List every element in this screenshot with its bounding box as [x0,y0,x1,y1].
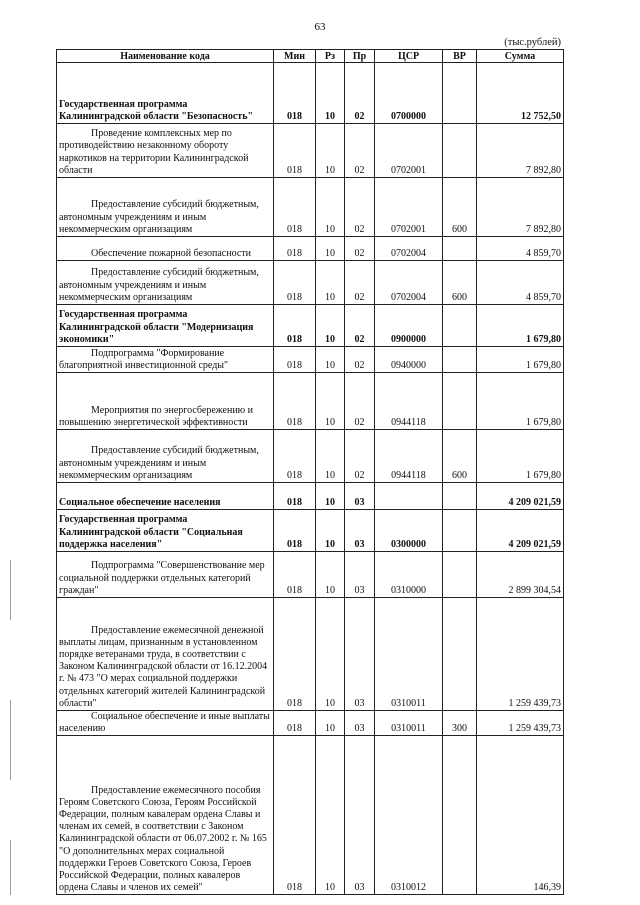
rz-cell: 10 [316,261,345,305]
rz-cell: 10 [316,63,345,124]
amount-cell: 1 679,80 [477,347,564,373]
csr-cell: 0310012 [375,736,443,895]
table-row [57,178,564,237]
name-cell: Государственная программа Калининградской области "Социальная поддержка населения" [57,510,274,552]
name-cell: Предоставление субсидий бюджетным, автономным учреждениям и иным некоммерческим организациям [57,430,274,483]
amount-cell: 1 679,80 [477,305,564,347]
min-cell: 018 [274,237,316,261]
pr-cell: 02 [345,373,375,430]
amount-cell: 146,39 [477,736,564,895]
table-row [57,373,564,430]
min-cell: 018 [274,347,316,373]
min-cell: 018 [274,483,316,510]
pr-cell: 02 [345,237,375,261]
amount-cell: 1 679,80 [477,430,564,483]
rz-cell: 10 [316,552,345,598]
amount-cell: 7 892,80 [477,124,564,178]
csr-cell: 0940000 [375,347,443,373]
pr-cell: 02 [345,178,375,237]
header-csr: ЦСР [375,50,443,63]
min-cell: 018 [274,552,316,598]
name-cell: Государственная программа Калининградской области "Модернизация экономики" [57,305,274,347]
name-cell: Социальное обеспечение населения [57,483,274,510]
name-cell: Мероприятия по энергосбережению и повышению энергетической эффективности [57,373,274,430]
min-cell: 018 [274,736,316,895]
rz-cell: 10 [316,736,345,895]
min-cell: 018 [274,598,316,711]
csr-cell: 0944118 [375,373,443,430]
header-name: Наименование кода [57,50,274,63]
budget-table [56,49,564,895]
pr-cell: 02 [345,124,375,178]
csr-cell: 0702001 [375,124,443,178]
table-row [57,430,564,483]
vr-cell [443,510,477,552]
rz-cell: 10 [316,178,345,237]
min-cell: 018 [274,305,316,347]
table-body [57,63,564,895]
vr-cell [443,373,477,430]
pr-cell: 02 [345,305,375,347]
rz-cell: 10 [316,305,345,347]
table-row [57,510,564,552]
amount-cell: 7 892,80 [477,178,564,237]
amount-cell: 2 899 304,54 [477,552,564,598]
table-row [57,305,564,347]
vr-cell: 300 [443,711,477,736]
min-cell: 018 [274,510,316,552]
name-cell: Государственная программа Калининградской области "Безопасность" [57,63,274,124]
amount-cell: 4 209 021,59 [477,483,564,510]
vr-cell: 600 [443,261,477,305]
header-rz: Рз [316,50,345,63]
csr-cell: 0310000 [375,552,443,598]
min-cell: 018 [274,124,316,178]
csr-cell: 0310011 [375,711,443,736]
min-cell: 018 [274,178,316,237]
pr-cell: 02 [345,347,375,373]
table-row [57,598,564,711]
pr-cell: 03 [345,483,375,510]
header-amount: Сумма [477,50,564,63]
vr-cell [443,124,477,178]
name-cell: Обеспечение пожарной безопасности [57,237,274,261]
pr-cell: 02 [345,430,375,483]
vr-cell [443,598,477,711]
name-cell: Предоставление субсидий бюджетным, автономным учреждениям и иным некоммерческим организациям [57,178,274,237]
scan-artifact-line [10,560,11,620]
csr-cell [375,483,443,510]
header-pr: Пр [345,50,375,63]
vr-cell [443,552,477,598]
pr-cell: 02 [345,261,375,305]
csr-cell: 0300000 [375,510,443,552]
amount-cell: 4 859,70 [477,261,564,305]
min-cell: 018 [274,63,316,124]
csr-cell: 0702004 [375,261,443,305]
table-row [57,124,564,178]
min-cell: 018 [274,711,316,736]
amount-cell: 4 859,70 [477,237,564,261]
vr-cell: 600 [443,430,477,483]
csr-cell: 0900000 [375,305,443,347]
table-header-row [57,50,564,63]
pr-cell: 03 [345,510,375,552]
name-cell: Подпрограмма "Формирование благоприятной инвестиционной среды" [57,347,274,373]
rz-cell: 10 [316,598,345,711]
min-cell: 018 [274,373,316,430]
vr-cell [443,736,477,895]
table-row [57,736,564,895]
page-number: 63 [314,21,326,33]
csr-cell: 0310011 [375,598,443,711]
name-cell: Предоставление субсидий бюджетным, автономным учреждениям и иным некоммерческим организациям [57,261,274,305]
vr-cell [443,237,477,261]
scan-artifact-line [10,840,11,895]
min-cell: 018 [274,261,316,305]
min-cell: 018 [274,430,316,483]
csr-cell: 0702004 [375,237,443,261]
header-vr: ВР [443,50,477,63]
rz-cell: 10 [316,430,345,483]
table-row [57,483,564,510]
name-cell: Подпрограмма "Совершенствование мер социальной поддержки отдельных категорий граждан" [57,552,274,598]
vr-cell [443,483,477,510]
name-cell: Социальное обеспечение и иные выплаты населению [57,711,274,736]
csr-cell: 0700000 [375,63,443,124]
table-row [57,261,564,305]
amount-cell: 1 259 439,73 [477,598,564,711]
rz-cell: 10 [316,483,345,510]
scan-artifact-line [10,700,11,780]
name-cell: Предоставление ежемесячного пособия Героям Советского Союза, Героям Российской Федерации, полным кавалерам ордена Славы и членам их семей, в соответствии с Законом Калининградской области от 06.07.2002 г. № 165 "О дополнительных мерах социальной поддержки Героев Советского Союза, Героев Российской Федерации, полных кавалеров ордена Славы и членов их семей" [57,736,274,895]
table-row [57,552,564,598]
amount-cell: 12 752,50 [477,63,564,124]
header-min: Мин [274,50,316,63]
rz-cell: 10 [316,510,345,552]
vr-cell [443,63,477,124]
rz-cell: 10 [316,373,345,430]
name-cell: Предоставление ежемесячной денежной выплаты лицам, признанным в установленном порядке ветеранами труда, в соответствии с Законом Калининградской области от 16.12.2004 г. № 473 "О мерах социальной поддержки отдельных категорий жителей Калининградской области" [57,598,274,711]
pr-cell: 03 [345,711,375,736]
pr-cell: 03 [345,598,375,711]
rz-cell: 10 [316,711,345,736]
amount-cell: 1 259 439,73 [477,711,564,736]
name-cell: Проведение комплексных мер по противодействию незаконному обороту наркотиков на территории Калининградской области [57,124,274,178]
csr-cell: 0944118 [375,430,443,483]
table-row [57,237,564,261]
rz-cell: 10 [316,347,345,373]
amount-cell: 1 679,80 [477,373,564,430]
table-row [57,711,564,736]
vr-cell [443,305,477,347]
csr-cell: 0702001 [375,178,443,237]
vr-cell: 600 [443,178,477,237]
amount-cell: 4 209 021,59 [477,510,564,552]
rz-cell: 10 [316,237,345,261]
rz-cell: 10 [316,124,345,178]
vr-cell [443,347,477,373]
table-row [57,347,564,373]
table-row [57,63,564,124]
pr-cell: 02 [345,63,375,124]
pr-cell: 03 [345,552,375,598]
pr-cell: 03 [345,736,375,895]
units-note: (тыс.рублей) [504,37,561,48]
